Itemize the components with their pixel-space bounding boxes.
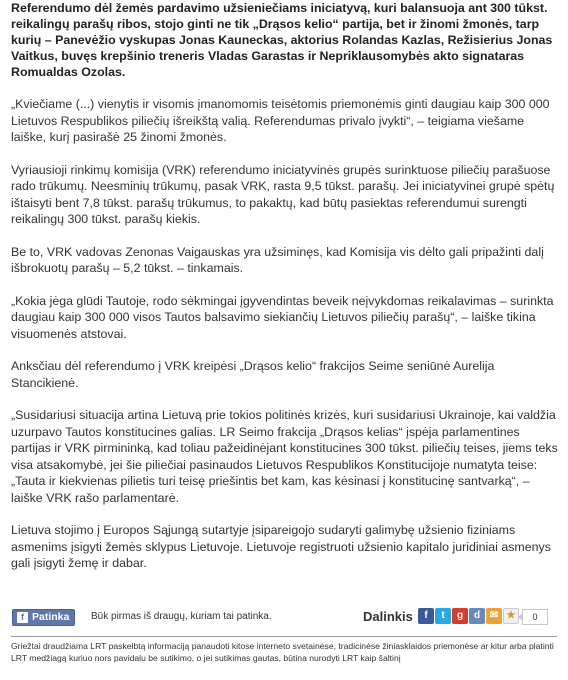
share-count: 0	[522, 609, 548, 625]
footer-divider	[11, 636, 557, 637]
facebook-icon[interactable]: f	[418, 608, 434, 624]
like-button-label: Patinka	[32, 611, 70, 623]
thumbs-up-icon: f	[17, 612, 28, 623]
article-paragraph: Lietuva stojimo į Europos Sąjungą sutartyje įsipareigojo sudaryti galimybę užsienio fiziniams asmenims įsigyti žemės sklypus Lietuvoje. Lietuvoje registruoti užsienio kapitalo juridiniai asmenys gali įsigyti žemę ir dabar.	[11, 523, 551, 570]
copyright-note: Griežtai draudžiama LRT paskelbtą informaciją panaudoti kitose interneto svetainėse, tradicinėse žiniasklaidos priemonėse ar kitur arba platinti LRT medžiagą kuriuo nors pavidalu be sutikimo, o jei sutikimas gautas, būtina nurodyti LRT kaip šaltinį	[11, 641, 554, 663]
social-bar	[11, 606, 557, 630]
star-icon[interactable]: ★	[503, 608, 519, 624]
email-icon[interactable]: ✉	[486, 608, 502, 624]
article-lead: Referendumo dėl žemės pardavimo užsieniečiams iniciatyvą, kuri balansuoja ant 300 tūkst. reikalingų parašų ribos, stojo ginti ne tik „Drąsos kelio“ partija, bet ir žinomi žmonės, tarp kurių – Panevėžio vyskupas Jonas Kauneckas, aktorius Rolandas Kazlas, Režisierius Jonas Vaitkus, buvęs krepšinio treneris Vladas Garastas ir Nepriklausomybės akto signataras Romualdas Ozolas.	[11, 1, 553, 79]
article-paragraph: „Kviečiame (...) vienytis ir visomis įmanomomis teisėtomis priemonėmis ginti daugiau kaip 300 000 Lietuvos Respublikos piliečių išreikštą valią. Referendumas privalo įvykti“, – teigiama viešame laiške, kurį pasirašė 25 žinomi žmonės.	[11, 97, 550, 144]
article-paragraph: Be to, VRK vadovas Zenonas Vaigauskas yra užsiminęs, kad Komisija vis dėlto gali pripažinti dalį išbrokuotų parašų – 5,2 tūkst. – tinkamais.	[11, 244, 544, 275]
twitter-icon[interactable]: t	[435, 608, 451, 624]
article-paragraph: Anksčiau dėl referendumo į VRK kreipėsi „Drąsos kelio“ frakcijos Seime seniūnė Aurelija Stancikienė.	[11, 359, 495, 390]
facebook-like-button[interactable]	[12, 609, 75, 626]
like-prompt-text: Būk pirmas iš draugų, kuriam tai patinka.	[91, 611, 272, 622]
share-icons	[418, 608, 519, 624]
share-label: Dalinkis	[363, 609, 413, 624]
article-body	[11, 0, 559, 572]
google-plus-icon[interactable]: g	[452, 608, 468, 624]
draugiem-icon[interactable]: d	[469, 608, 485, 624]
article-paragraph: „Kokia jėga glūdi Tautoje, rodo sėkmingai įgyvendintas beveik neįvykdomas reikalavimas – surinkta daugiau kaip 300 000 visos Tautos balsavimo siekiančių Lietuvos piliečių parašų“, – laiške tikina visuomenės atstovai.	[11, 293, 554, 341]
article-paragraph: Vyriausioji rinkimų komisija (VRK) referendumo iniciatyvinės grupės surinktuose piliečių parašuose rado trūkumų. Neesminių trūkumų, pasak VRK, rasta 9,5 tūkst. parašų. Jei iniciatyvinei grupė spėtų ištaisyti bent 7,8 tūkst. parašų trūkumus, to pakaktų, kad būtų pasiektas referendumui surengti reikalingų 300 tūkst. parašų kiekis.	[11, 162, 555, 226]
article-paragraph: „Susidariusi situacija artina Lietuvą prie tokios politinės krizės, kuri susidariusi Ukrainoje, kai valdžia uzurpavo Tautos konstitucines galias. LR Seimo frakcija „Drąsos kelias“ įspėja parlamentines partijas ir VRK pirmininką, kad toliau pažeidinėjant konstitucines 300 tūkst. piliečių teises, jiems teks visa atsakomybė, jei šie piliečiai pasinaudos Lietuvos Respublikos Konstitucijoje numatyta teise: „Tauta ir kiekvienas pilietis turi teisę priešintis bet kam, kas kėsinasi į konstitucinę santvarką“, – laiške VRK rašo parlamentarė.	[11, 408, 558, 505]
